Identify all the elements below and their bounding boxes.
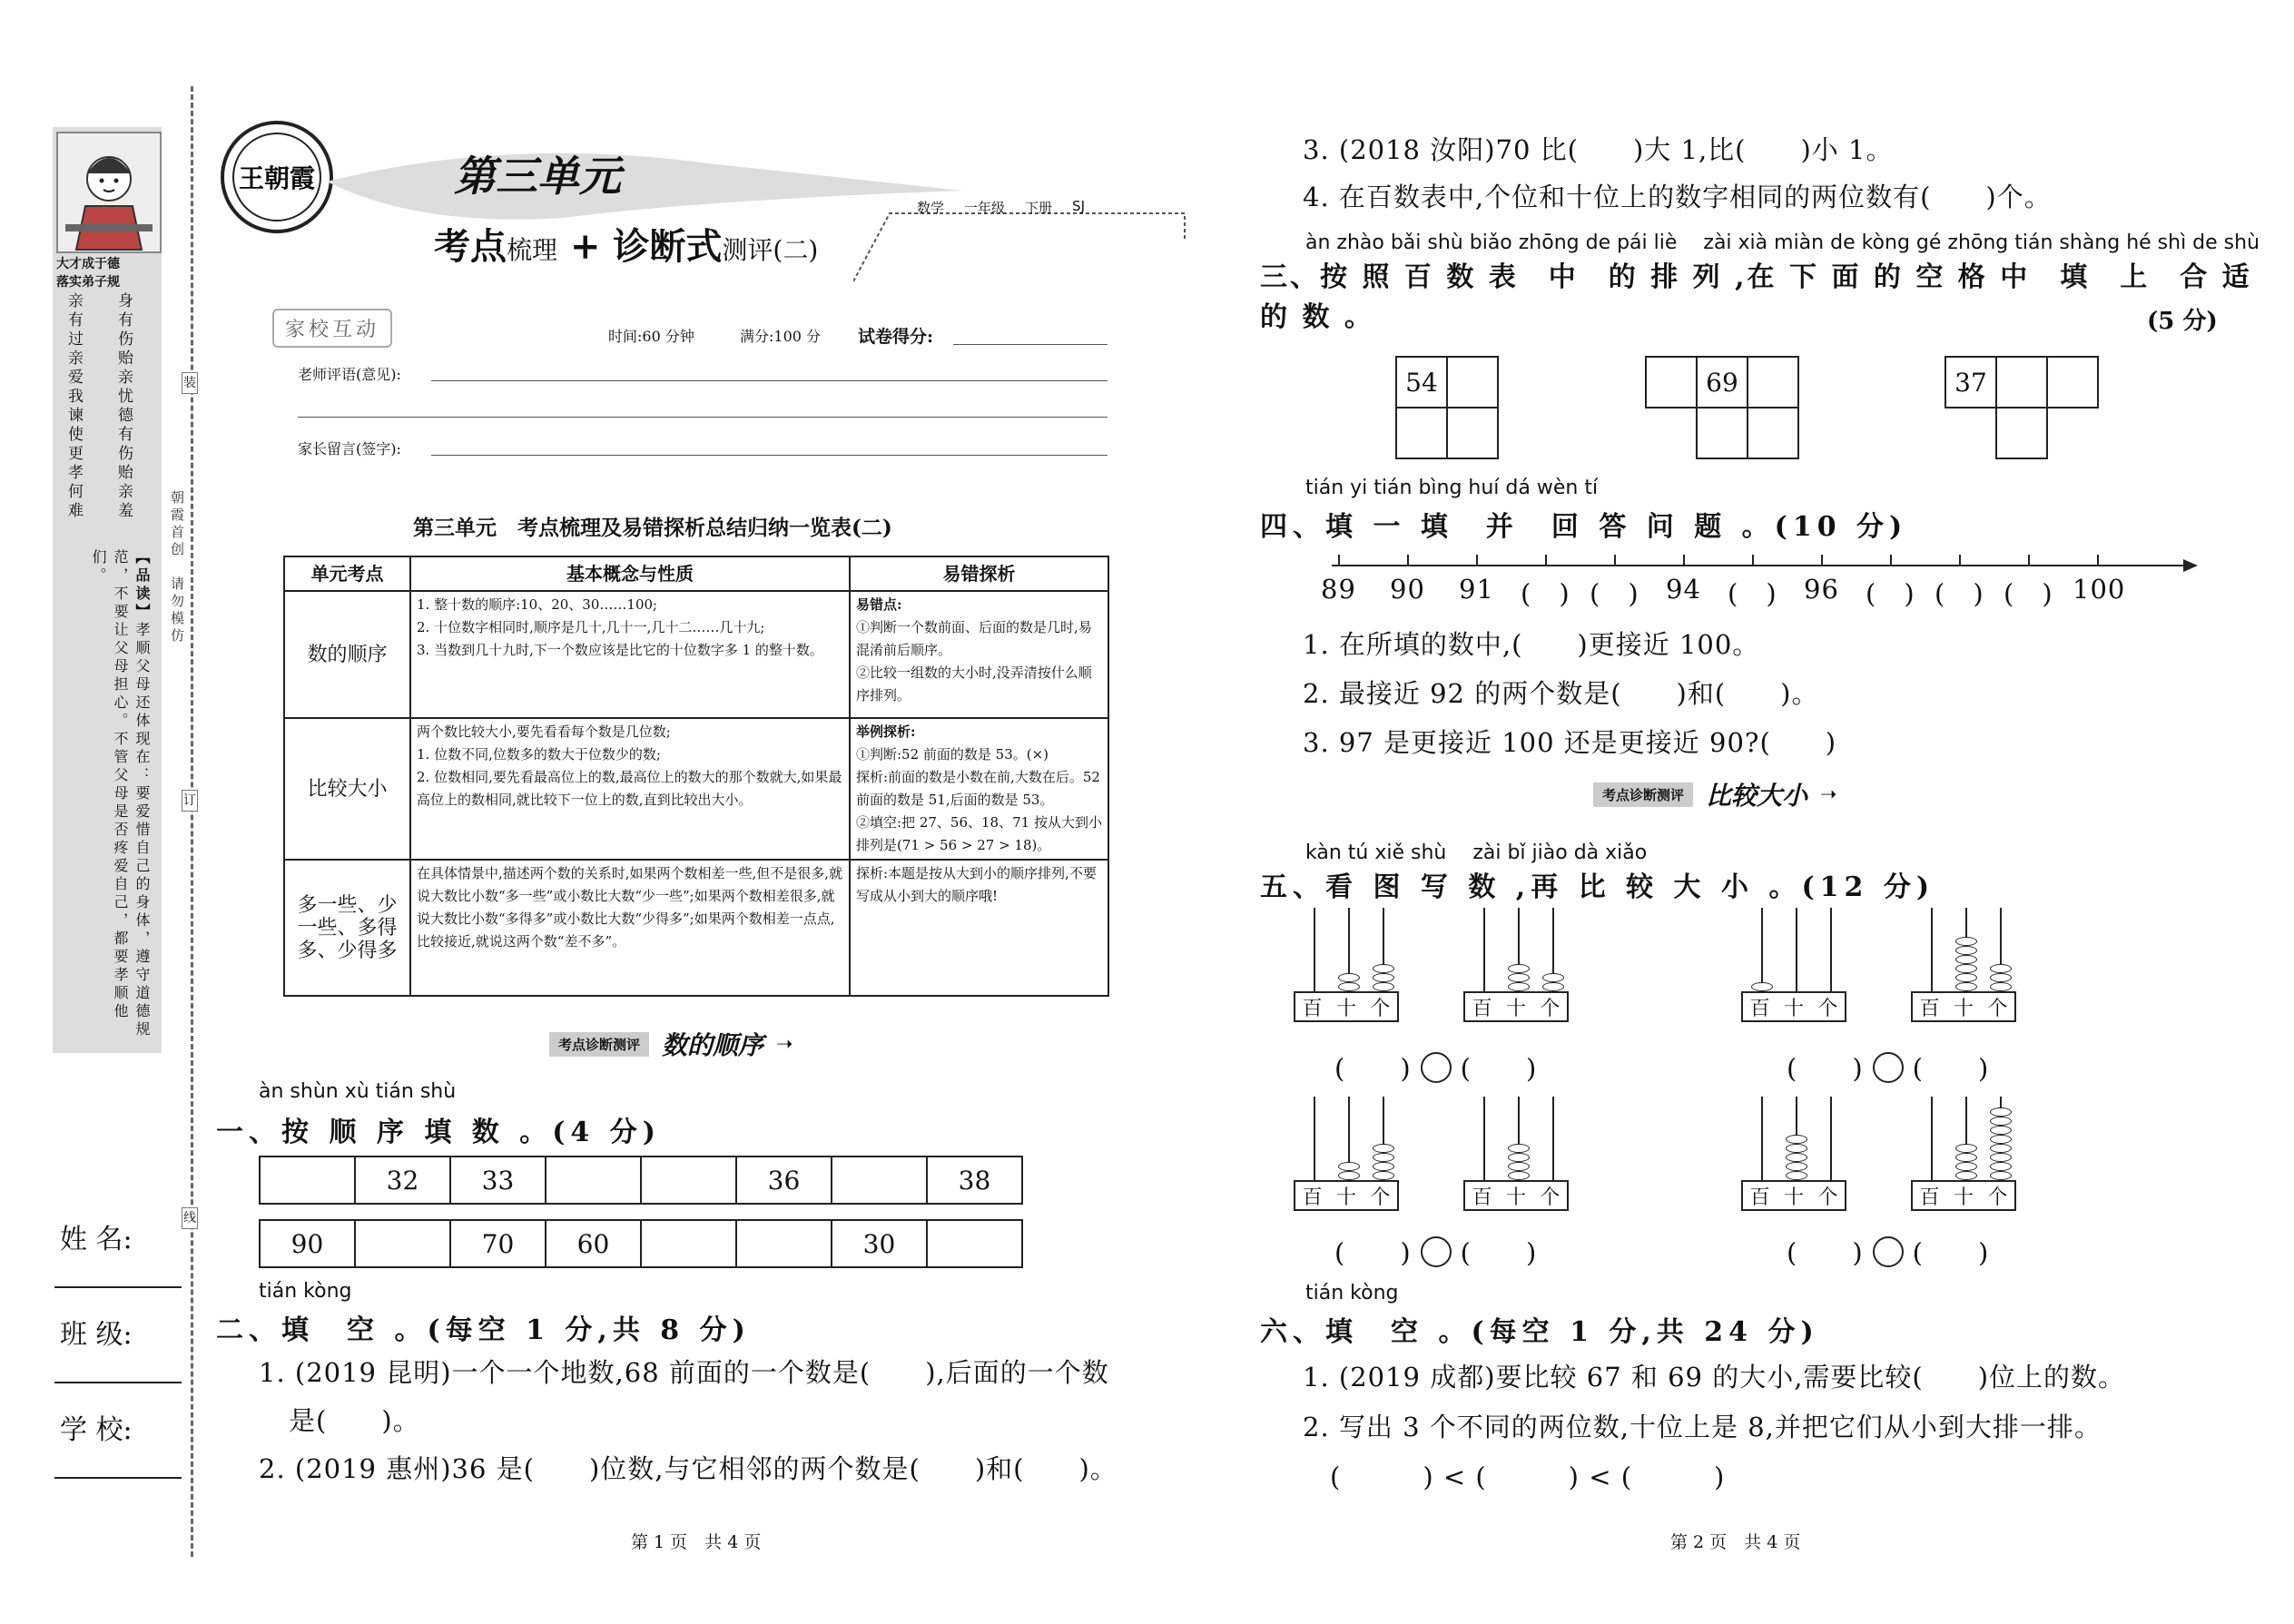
compare-circle[interactable] xyxy=(1873,1052,1904,1083)
row-err xyxy=(850,860,1108,996)
abacus-base xyxy=(1741,1180,1846,1211)
body-line: 1. 位数不同,位数多的数大于位数少的数; xyxy=(417,746,661,763)
fill-cell[interactable]: 32 xyxy=(355,1156,450,1204)
table-header-row xyxy=(284,556,1108,591)
abacus-bead xyxy=(1508,1153,1530,1162)
table-header: 基本概念与性质 xyxy=(410,556,850,591)
score-label: 试卷得分: xyxy=(858,327,934,347)
row-body xyxy=(410,718,850,860)
s4-q3: 3. 97 是更接近 100 还是更接近 90?( ) xyxy=(1303,727,1837,758)
body-line: 2. 位数相同,要先看最高位上的数,最高位上的数大的那个数就大,如果最高位上的数相同,就比较下一位上的数,直到比较出大小。 xyxy=(417,769,842,808)
table-header: 单元考点 xyxy=(284,556,410,591)
nl-blank[interactable]: ( ) xyxy=(1728,578,1777,609)
grid-cell[interactable] xyxy=(1996,357,2047,408)
abacus-bead xyxy=(1508,964,1530,973)
err-line: 探析:前面的数是小数在前,大数在后。52 前面的数是 51,后面的数是 53。 xyxy=(856,769,1100,808)
abacus-rod xyxy=(1796,908,1797,991)
poem-col: 谏使更 xyxy=(64,407,83,464)
nl-blank[interactable]: ( ) xyxy=(1866,578,1915,609)
abacus-bead xyxy=(1990,1117,2012,1126)
full-text: 满分:100 分 xyxy=(740,328,822,345)
compare-circle[interactable] xyxy=(1873,1236,1904,1267)
school-field[interactable] xyxy=(54,1475,182,1479)
number-line-labels xyxy=(1321,574,2201,610)
abacus-place-label: 个 xyxy=(1370,1186,1391,1209)
abacus-place-label: 百 xyxy=(1919,997,1940,1020)
fill-cell[interactable] xyxy=(641,1156,736,1204)
abacus-bead xyxy=(1338,1162,1360,1171)
abacus-bead xyxy=(1508,1162,1530,1171)
badge-label: 考点诊断测评 xyxy=(549,1032,649,1057)
err-line: 易错点: xyxy=(856,596,902,613)
compare-row[interactable] xyxy=(1334,1048,1537,1086)
err-line: ②比较一组数的大小时,没弄清按什么顺序排列。 xyxy=(856,664,1092,704)
motto-top: 大才成于德 xyxy=(56,257,120,271)
nl-label: 89 xyxy=(1321,574,1356,605)
teacher-comment-field[interactable] xyxy=(431,379,1108,381)
s4-title: 四、填 一 填 并 回 答 问 题 。(10 分) xyxy=(1260,511,1908,543)
table-row xyxy=(284,591,1108,718)
subtitle-b: 诊断式 xyxy=(613,225,723,268)
fill-cell[interactable] xyxy=(832,1156,927,1204)
abacus-place-label: 十 xyxy=(1783,997,1804,1020)
table-row xyxy=(284,860,1108,996)
abacus-rod xyxy=(1931,1097,1933,1180)
badge-compare xyxy=(1593,776,1836,812)
s2-q1a: 1. (2019 昆明)一个一个地数,68 前面的一个数是( ),后面的一个数 xyxy=(259,1357,1109,1388)
grid-cell[interactable] xyxy=(1697,408,1748,458)
compare-blank[interactable]: ( ) xyxy=(1334,1237,1412,1268)
compare-row[interactable] xyxy=(1787,1048,1989,1086)
abacus-place-label: 十 xyxy=(1335,1186,1356,1209)
compare-blank[interactable]: ( ) xyxy=(1460,1237,1538,1268)
abacus-place-label: 百 xyxy=(1472,1186,1492,1209)
s3-score: (5 分) xyxy=(2147,308,2218,335)
grid-cell[interactable] xyxy=(1646,357,1697,408)
abacus-bead xyxy=(1786,1144,1807,1153)
table-header: 易错探析 xyxy=(850,556,1108,591)
tag-item: 一年级 xyxy=(964,200,1006,216)
abacus-place-label: 个 xyxy=(1817,997,1838,1020)
abacus-bead xyxy=(1338,982,1360,991)
nl-blank[interactable]: ( ) xyxy=(2004,578,2053,609)
compare-blank[interactable]: ( ) xyxy=(1787,1237,1864,1268)
class-field[interactable] xyxy=(54,1380,182,1383)
nl-label: 94 xyxy=(1666,574,1701,605)
abacus-bead xyxy=(1338,1171,1360,1180)
fill-cell[interactable]: 70 xyxy=(450,1220,546,1267)
fill-cell[interactable]: 30 xyxy=(832,1220,927,1267)
abacus-place-label: 十 xyxy=(1953,997,1974,1020)
abacus-bead xyxy=(1751,982,1773,991)
poem-col: 亲爱我 xyxy=(64,349,83,407)
abacus-bead xyxy=(1542,973,1564,982)
s6-q1: 1. (2019 成都)要比较 67 和 69 的大小,需要比较( )位上的数。 xyxy=(1303,1362,2126,1393)
s1-row2-table xyxy=(259,1219,1023,1268)
abacus-place-label: 个 xyxy=(1987,997,2008,1020)
summary-table xyxy=(283,556,1109,997)
subtitle-a-sm: 梳理 xyxy=(507,235,558,265)
grid-cell: 69 xyxy=(1697,357,1748,408)
summary-title: 第三单元 考点梳理及易错探析总结归纳一览表(二) xyxy=(413,516,892,540)
nl-blank[interactable]: ( ) xyxy=(1590,578,1639,609)
abacus-bead xyxy=(1373,1171,1394,1180)
err-line: 探析:本题是按从大到小的顺序排列,不要写成从小到大的顺序哦! xyxy=(856,865,1097,904)
abacus-bead xyxy=(1373,982,1394,991)
s6-title: 六、填 空 。(每空 1 分,共 24 分) xyxy=(1260,1316,1819,1348)
abacus-rod xyxy=(1483,1097,1485,1180)
fill-cell[interactable] xyxy=(736,1220,832,1267)
abacus-bead xyxy=(1786,1162,1807,1171)
name-label: 姓 名: xyxy=(60,1224,133,1255)
s2-q3: 3. (2018 汝阳)70 比( )大 1,比( )小 1。 xyxy=(1303,134,1894,165)
grid-empty xyxy=(1646,408,1697,458)
abacus-bead xyxy=(1542,982,1564,991)
abacus-bead xyxy=(1508,973,1530,982)
arrow-right-icon: ➝ xyxy=(776,1032,793,1056)
child-portrait-icon xyxy=(58,133,160,251)
fill-cell[interactable] xyxy=(927,1220,1022,1267)
cut-label: 订 xyxy=(182,790,198,812)
nl-label: 90 xyxy=(1390,574,1425,605)
abacus xyxy=(1294,1097,1403,1215)
abacus-place-label: 个 xyxy=(1540,997,1561,1020)
abacus-place-label: 百 xyxy=(1472,997,1492,1020)
abacus-base xyxy=(1294,1180,1399,1211)
abacus-place-label: 十 xyxy=(1953,1186,1974,1209)
abacus-place-label: 十 xyxy=(1783,1186,1804,1209)
nl-blank[interactable]: ( ) xyxy=(1935,578,1984,609)
subtitle-b-sm: 测评(二) xyxy=(722,235,819,265)
reading-text: 孝顺父母还体现在：要爱惜自己的身体，遵守道德规范，不要让父母担心。不管父母是否疼爱自己，都要孝顺他们。 xyxy=(90,549,151,1039)
s3-title: 三、按 照 百 数 表 中 的 排 列 ,在 下 面 的 空 格 中 填 上 合 适 的 数 。 xyxy=(1260,261,2252,333)
fill-cell[interactable]: 90 xyxy=(260,1220,355,1267)
abacus-bead xyxy=(1955,964,1977,973)
row-err xyxy=(850,591,1108,718)
side-note: 朝霞首创 请勿模仿 xyxy=(169,490,185,645)
poem-col: 亲有过 xyxy=(64,292,83,349)
cut-label: 线 xyxy=(182,1207,198,1229)
abacus-bead xyxy=(1508,982,1530,991)
abacus-base xyxy=(1294,991,1399,1022)
abacus-bead xyxy=(1786,1153,1807,1162)
abacus-rod xyxy=(1830,1097,1832,1180)
fill-cell[interactable] xyxy=(546,1156,641,1204)
abacus-bead xyxy=(1373,964,1394,973)
abacus-bead xyxy=(1955,973,1977,982)
badge-order xyxy=(549,1026,793,1062)
abacus-place-label: 百 xyxy=(1919,1186,1940,1209)
grid-cell[interactable] xyxy=(1748,408,1798,458)
abacus-place-label: 十 xyxy=(1505,1186,1526,1209)
poem-col: 孝何难 xyxy=(64,464,83,521)
fill-cell[interactable]: 38 xyxy=(927,1156,1022,1204)
badge-title: 数的顺序 xyxy=(662,1030,764,1060)
grid-empty xyxy=(1945,408,1996,458)
badge-label: 考点诊断测评 xyxy=(1593,782,1693,807)
family-badge: 家校互动 xyxy=(272,309,392,348)
abacus xyxy=(1741,908,1850,1026)
arrow-right-icon: ➝ xyxy=(1820,782,1837,806)
parent-comment-field[interactable] xyxy=(431,454,1108,456)
brand-logo xyxy=(218,118,336,236)
abacus-bead xyxy=(1955,1171,1977,1180)
row-key: 数的顺序 xyxy=(284,591,410,718)
abacus-place-label: 个 xyxy=(1817,1186,1838,1209)
score-field[interactable] xyxy=(953,343,1108,345)
abacus-bead xyxy=(1990,1126,2012,1135)
abacus-bead xyxy=(1508,1144,1530,1153)
grid-cell[interactable] xyxy=(1447,357,1498,408)
abacus-bead xyxy=(1373,1153,1394,1162)
abacus-base xyxy=(1463,991,1569,1022)
tag-item: 数学 xyxy=(917,200,945,216)
s3-grid-3 xyxy=(1944,356,2099,459)
fill-cell[interactable]: 60 xyxy=(546,1220,641,1267)
abacus-rod xyxy=(1931,908,1933,991)
logo-text: 王朝霞 xyxy=(238,163,316,193)
compare-blank[interactable]: ( ) xyxy=(1787,1053,1864,1084)
s2-q2: 2. (2019 惠州)36 是( )位数,与它相邻的两个数是( )和( )。 xyxy=(259,1453,1117,1484)
abacus-base xyxy=(1741,991,1846,1022)
nl-label: 96 xyxy=(1804,574,1839,605)
poem-col: 德有伤 xyxy=(114,407,133,464)
abacus-base xyxy=(1911,991,2016,1022)
reading-block xyxy=(62,549,153,1048)
poem-col: 贻亲羞 xyxy=(114,464,133,521)
abacus xyxy=(1741,1097,1850,1215)
grid-empty xyxy=(2047,408,2098,458)
cut-label: 装 xyxy=(182,372,198,394)
poem-col: 贻亲忧 xyxy=(114,349,133,407)
abacus-bead xyxy=(1990,964,2012,973)
grid-cell[interactable] xyxy=(1996,408,2047,458)
reading-label: 【品读】 xyxy=(133,549,151,622)
abacus-place-label: 十 xyxy=(1335,997,1356,1020)
portrait-illustration xyxy=(56,132,162,253)
s5-title: 五、看 图 写 数 ,再 比 较 大 小 。(12 分) xyxy=(1260,871,1935,903)
body-line: 1. 整十数的顺序:10、20、30……100; xyxy=(417,596,658,613)
fill-cell[interactable] xyxy=(260,1156,355,1204)
parent-label: 家长留言(签字): xyxy=(298,440,401,458)
abacus-rod xyxy=(1761,908,1763,991)
abacus-place-label: 个 xyxy=(1987,1186,2008,1209)
abacus-base xyxy=(1463,1180,1569,1211)
abacus-place-label: 百 xyxy=(1302,997,1323,1020)
compare-blank[interactable]: ( ) xyxy=(1334,1053,1412,1084)
s4-q2: 2. 最接近 92 的两个数是( )和( )。 xyxy=(1303,678,1819,709)
abacus-rod xyxy=(1552,1097,1554,1180)
err-line: ②填空:把 27、56、18、71 按从大到小排列是(71 > 56 > 27 > 18)。 xyxy=(856,814,1102,853)
abacus-bead xyxy=(1990,1153,2012,1162)
page-footer-1: 第 1 页 共 4 页 xyxy=(631,1532,762,1552)
abacus-place-label: 百 xyxy=(1749,1186,1770,1209)
unit-title: 第三单元 xyxy=(454,152,621,201)
grid-cell: 37 xyxy=(1945,357,1996,408)
compare-circle[interactable] xyxy=(1421,1052,1452,1083)
grid-cell: 54 xyxy=(1396,357,1447,408)
school-label: 学 校: xyxy=(60,1414,133,1446)
abacus-rod xyxy=(1314,1097,1315,1180)
row-key: 比较大小 xyxy=(284,718,410,860)
abacus xyxy=(1463,1097,1572,1215)
cut-line xyxy=(191,86,193,1557)
abacus-bead xyxy=(1508,1171,1530,1180)
teacher-comment-line2[interactable] xyxy=(298,416,1108,418)
fill-cell[interactable]: 33 xyxy=(450,1156,546,1204)
abacus-place-label: 十 xyxy=(1505,997,1526,1020)
row-body xyxy=(410,860,850,996)
brand-seal-icon xyxy=(218,118,336,236)
abacus-bead xyxy=(1990,1144,2012,1153)
teacher-label: 老师评语(意见): xyxy=(298,366,401,383)
s3-grid-2 xyxy=(1645,356,1799,459)
s3-grid-1 xyxy=(1395,356,1499,459)
badge-title: 比较大小 xyxy=(1706,781,1808,811)
abacus-bead xyxy=(1955,1162,1977,1171)
abacus-rod xyxy=(1483,908,1485,991)
s6-q2: 2. 写出 3 个不同的两位数,十位上是 8,并把它们从小到大排一排。 xyxy=(1303,1412,2102,1442)
s1-pinyin: àn shùn xù tián shù xyxy=(259,1080,457,1103)
s1-row1-table xyxy=(259,1156,1023,1205)
time-text: 时间:60 分钟 xyxy=(608,328,694,345)
compare-blank[interactable]: ( ) xyxy=(1460,1053,1538,1084)
abacus xyxy=(1294,908,1403,1026)
subtitle xyxy=(434,218,818,270)
err-line: ①判断一个数前面、后面的数是几时,易混淆前后顺序。 xyxy=(856,619,1092,658)
abacus-bead xyxy=(1373,1162,1394,1171)
abacus-bead xyxy=(1786,1171,1807,1180)
motto-bottom: 落实弟子规 xyxy=(56,275,120,290)
grid-cell[interactable] xyxy=(1447,408,1498,458)
abacus-bead xyxy=(1990,1107,2012,1117)
fill-cell[interactable] xyxy=(355,1220,450,1267)
compare-circle[interactable] xyxy=(1421,1236,1452,1267)
abacus-place-label: 百 xyxy=(1302,1186,1323,1209)
body-line: 两个数比较大小,要先看看每个数是几位数; xyxy=(417,723,671,740)
s2-q4: 4. 在百数表中,个位和十位上的数字相同的两位数有( )个。 xyxy=(1303,182,2052,212)
body-line: 3. 当数到几十九时,下一个数应该是比它的十位数字多 1 的整十数。 xyxy=(417,642,823,658)
abacus-bead xyxy=(1990,982,2012,991)
abacus-place-label: 个 xyxy=(1370,997,1391,1020)
tag-item: SJ xyxy=(1072,198,1085,214)
abacus-bead xyxy=(1990,1135,2012,1144)
abacus-bead xyxy=(1955,946,1977,955)
s6-pinyin: tián kòng xyxy=(1305,1282,1399,1304)
name-field[interactable] xyxy=(54,1284,182,1288)
fill-cell[interactable] xyxy=(641,1220,736,1267)
abacus xyxy=(1911,1097,2020,1215)
abacus-bead xyxy=(1990,973,2012,982)
s6-q2b: ( ) < ( ) < ( ) xyxy=(1330,1462,1726,1492)
abacus-bead xyxy=(1338,973,1360,982)
table-row xyxy=(284,718,1108,860)
compare-row[interactable] xyxy=(1787,1233,1989,1270)
abacus-bead xyxy=(1955,982,1977,991)
abacus-bead xyxy=(1955,937,1977,946)
nl-label: 100 xyxy=(2072,574,2126,605)
grid-cell[interactable] xyxy=(1396,408,1447,458)
abacus-bead xyxy=(1373,1144,1394,1153)
fill-cell[interactable]: 36 xyxy=(736,1156,832,1204)
abacus-base xyxy=(1911,1180,2016,1211)
abacus-bead xyxy=(1373,973,1394,982)
s1-title: 一、按 顺 序 填 数 。(4 分) xyxy=(216,1117,661,1148)
s4-q1: 1. 在所填的数中,( )更接近 100。 xyxy=(1303,629,1760,660)
page-footer-2: 第 2 页 共 4 页 xyxy=(1670,1532,1801,1552)
s3-pinyin: àn zhào bǎi shù biǎo zhōng de pái liè zài xià miàn de kòng gé zhōng tián shàng hé shì de shù xyxy=(1305,231,2260,254)
s5-pinyin: kàn tú xiě shù zài bǐ jiào dà xiǎo xyxy=(1305,842,1648,864)
err-line: 举例探析: xyxy=(856,723,916,740)
abacus-bead xyxy=(1786,1135,1807,1144)
class-label: 班 级: xyxy=(60,1319,133,1351)
compare-blank[interactable]: ( ) xyxy=(1912,1237,1990,1268)
abacus-rod xyxy=(1830,908,1832,991)
abacus xyxy=(1463,908,1572,1026)
compare-row[interactable] xyxy=(1334,1233,1537,1270)
s2-q1b: 是( )。 xyxy=(289,1405,420,1436)
tag-bar xyxy=(917,198,1085,217)
row-body xyxy=(410,591,850,718)
nl-label: 91 xyxy=(1459,574,1494,605)
abacus-rod xyxy=(1761,1097,1763,1180)
subtitle-plus: + xyxy=(569,225,601,268)
s2-title: 二、填 空 。(每空 1 分,共 8 分) xyxy=(216,1314,751,1346)
err-line: ①判断:52 前面的数是 53。(×) xyxy=(856,746,1049,763)
abacus xyxy=(1911,908,2020,1026)
abacus-place-label: 个 xyxy=(1540,1186,1561,1209)
grid-cell[interactable] xyxy=(1748,357,1798,408)
poem-col: 身有伤 xyxy=(114,292,133,349)
subtitle-a: 考点 xyxy=(434,225,507,268)
grid-cell[interactable] xyxy=(2047,357,2098,408)
compare-blank[interactable]: ( ) xyxy=(1912,1053,1990,1084)
tag-item: 下册 xyxy=(1025,200,1053,216)
abacus-rod xyxy=(1314,908,1315,991)
abacus-place-label: 百 xyxy=(1749,997,1770,1020)
body-line: 在具体情景中,描述两个数的关系时,如果两个数相差一些,但不是很多,就说大数比小数“多一些”或小数比大数“少一些”;如果两个数相差很多,就说大数比小数“多得多”或小数比大数“少得多”;如果两个数相差一点点,比较接近,就说这两个数“差不多”。 xyxy=(417,865,843,950)
nl-blank[interactable]: ( ) xyxy=(1521,578,1570,609)
abacus-bead xyxy=(1955,1153,1977,1162)
abacus-bead xyxy=(1990,1162,2012,1171)
abacus-bead xyxy=(1955,955,1977,964)
abacus-bead xyxy=(1955,1144,1977,1153)
s2-pinyin: tián kòng xyxy=(259,1280,352,1303)
poem-block-2 xyxy=(113,292,133,528)
abacus-bead xyxy=(1990,1171,2012,1180)
row-err xyxy=(850,718,1108,860)
poem-block xyxy=(64,292,84,528)
body-line: 2. 十位数字相同时,顺序是几十,几十一,几十二……几十九; xyxy=(417,619,765,635)
s4-pinyin: tián yi tián bìng huí dá wèn tí xyxy=(1305,477,1599,499)
row-key: 多一些、少一些、多得多、少得多 xyxy=(284,860,410,996)
